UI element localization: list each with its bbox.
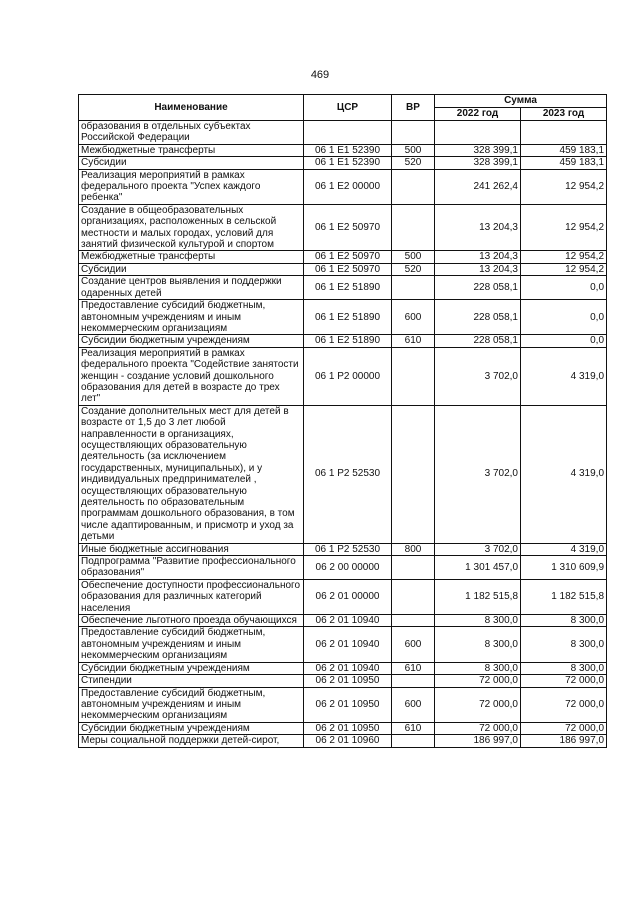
header-csr: ЦСР [304,95,392,121]
table-row [79,121,607,145]
row-name: Реализация мероприятий в рамках федерального проекта "Успех каждого ребенка" [79,169,304,204]
table-row [79,556,607,580]
row-name: Субсидии [79,263,304,275]
row-amount-2023: 459 183,1 [521,157,607,169]
budget-table [78,94,607,748]
table-row [79,543,607,555]
table-row [79,335,607,347]
row-amount-2022: 186 997,0 [435,735,521,747]
table-body [79,121,607,748]
row-name: Предоставление субсидий бюджетным, автономным учреждениям и иным некоммерческим организациям [79,627,304,662]
table-row [79,251,607,263]
row-vr: 520 [392,263,435,275]
row-vr [392,735,435,747]
row-amount-2022: 3 702,0 [435,347,521,405]
row-amount-2022: 228 058,1 [435,276,521,300]
row-csr: 06 2 01 10950 [304,675,392,687]
row-name: Предоставление субсидий бюджетным, автономным учреждениям и иным некоммерческим организациям [79,300,304,335]
row-amount-2023: 72 000,0 [521,687,607,722]
row-amount-2022: 8 300,0 [435,662,521,674]
row-vr [392,405,435,543]
row-csr: 06 1 E2 50970 [304,204,392,251]
row-name: Стипендии [79,675,304,687]
row-csr [304,121,392,145]
row-amount-2022: 8 300,0 [435,615,521,627]
row-csr: 06 1 P2 52530 [304,543,392,555]
row-amount-2022: 241 262,4 [435,169,521,204]
row-amount-2023: 72 000,0 [521,722,607,734]
page-number: 469 [310,69,330,81]
row-name: Субсидии бюджетным учреждениям [79,335,304,347]
row-amount-2023: 12 954,2 [521,251,607,263]
row-csr: 06 2 01 00000 [304,579,392,614]
table-row [79,276,607,300]
row-amount-2022: 13 204,3 [435,251,521,263]
row-name: Субсидии бюджетным учреждениям [79,722,304,734]
row-name: Обеспечение льготного проезда обучающихся [79,615,304,627]
row-amount-2023: 0,0 [521,300,607,335]
row-vr [392,276,435,300]
row-vr: 800 [392,543,435,555]
row-vr [392,204,435,251]
row-name: Межбюджетные трансферты [79,251,304,263]
row-amount-2023: 0,0 [521,276,607,300]
row-name: Реализация мероприятий в рамках федерального проекта "Содействие занятости женщин - создание условий дошкольного образования для детей в возрасте до трех лет" [79,347,304,405]
row-amount-2023: 4 319,0 [521,405,607,543]
row-name: Меры социальной поддержки детей-сирот, [79,735,304,747]
row-csr: 06 2 01 10960 [304,735,392,747]
row-amount-2023 [521,121,607,145]
row-amount-2023: 459 183,1 [521,144,607,156]
row-name: Обеспечение доступности профессионального образования для различных категорий населения [79,579,304,614]
row-vr [392,121,435,145]
row-csr: 06 1 P2 00000 [304,347,392,405]
table-row [79,405,607,543]
table-row [79,263,607,275]
row-vr [392,615,435,627]
row-name: Межбюджетные трансферты [79,144,304,156]
table-row [79,627,607,662]
row-csr: 06 1 E2 50970 [304,251,392,263]
row-csr: 06 1 E1 52390 [304,144,392,156]
row-csr: 06 1 P2 52530 [304,405,392,543]
row-csr: 06 1 E1 52390 [304,157,392,169]
row-csr: 06 1 E2 51890 [304,276,392,300]
row-name: Подпрограмма "Развитие профессионального образования" [79,556,304,580]
row-vr: 520 [392,157,435,169]
row-csr: 06 2 01 10950 [304,722,392,734]
header-year-2023: 2023 год [521,108,607,121]
row-vr: 610 [392,722,435,734]
row-name: Субсидии бюджетным учреждениям [79,662,304,674]
row-amount-2023: 4 319,0 [521,347,607,405]
row-vr: 610 [392,662,435,674]
row-amount-2023: 12 954,2 [521,204,607,251]
row-vr: 500 [392,251,435,263]
row-vr: 600 [392,627,435,662]
table-row [79,735,607,747]
table-row [79,204,607,251]
row-amount-2022: 72 000,0 [435,722,521,734]
row-name: Предоставление субсидий бюджетным, автономным учреждениям и иным некоммерческим организациям [79,687,304,722]
header-sum: Сумма [435,95,607,108]
row-amount-2023: 8 300,0 [521,627,607,662]
row-amount-2022: 228 058,1 [435,300,521,335]
row-amount-2022: 3 702,0 [435,543,521,555]
row-amount-2022: 8 300,0 [435,627,521,662]
row-csr: 06 1 E2 50970 [304,263,392,275]
row-amount-2023: 72 000,0 [521,675,607,687]
row-vr [392,556,435,580]
table-row [79,169,607,204]
row-amount-2022: 228 058,1 [435,335,521,347]
row-amount-2023: 8 300,0 [521,662,607,674]
row-vr [392,579,435,614]
row-name: Создание дополнительных мест для детей в возрасте от 1,5 до 3 лет любой направленности в организациях, осуществляющих образовательную деятельность (за исключением государственных, муниципальных), и у индивидуальных предпринимателей , осуществляющих образовательную деятельность по образовательным программам дошкольного образования, в том числе адаптированным, и присмотр и уход за детьми [79,405,304,543]
row-amount-2022: 13 204,3 [435,263,521,275]
row-vr: 600 [392,687,435,722]
header-year-2022: 2022 год [435,108,521,121]
row-vr: 600 [392,300,435,335]
table-row [79,300,607,335]
row-vr: 610 [392,335,435,347]
row-amount-2022: 13 204,3 [435,204,521,251]
row-amount-2022: 72 000,0 [435,675,521,687]
row-vr [392,169,435,204]
row-csr: 06 1 E2 51890 [304,300,392,335]
table-row [79,687,607,722]
table-row [79,157,607,169]
row-csr: 06 2 01 10940 [304,615,392,627]
row-amount-2022: 72 000,0 [435,687,521,722]
row-name: Создание центров выявления и поддержки одаренных детей [79,276,304,300]
row-name: Субсидии [79,157,304,169]
table-row [79,144,607,156]
row-amount-2023: 8 300,0 [521,615,607,627]
row-amount-2022: 328 399,1 [435,144,521,156]
table-row [79,579,607,614]
row-amount-2023: 1 182 515,8 [521,579,607,614]
table-header [79,95,607,121]
row-vr: 500 [392,144,435,156]
row-vr [392,675,435,687]
row-name: Иные бюджетные ассигнования [79,543,304,555]
table-row [79,662,607,674]
row-amount-2023: 12 954,2 [521,263,607,275]
table-row [79,675,607,687]
row-csr: 06 2 00 00000 [304,556,392,580]
row-amount-2023: 12 954,2 [521,169,607,204]
row-csr: 06 2 01 10940 [304,662,392,674]
row-amount-2022: 3 702,0 [435,405,521,543]
row-amount-2023: 4 319,0 [521,543,607,555]
row-amount-2022 [435,121,521,145]
row-csr: 06 2 01 10940 [304,627,392,662]
table-row [79,615,607,627]
row-amount-2023: 0,0 [521,335,607,347]
row-name: Создание в общеобразовательных организациях, расположенных в сельской местности и малых городах, условий для занятий физической культурой и спортом [79,204,304,251]
row-vr [392,347,435,405]
row-amount-2022: 1 182 515,8 [435,579,521,614]
table-row [79,722,607,734]
row-amount-2022: 1 301 457,0 [435,556,521,580]
header-vr: ВР [392,95,435,121]
row-name: образования в отдельных субъектах Российской Федерации [79,121,304,145]
row-csr: 06 1 E2 51890 [304,335,392,347]
table-row [79,347,607,405]
row-amount-2023: 1 310 609,9 [521,556,607,580]
row-csr: 06 2 01 10950 [304,687,392,722]
row-csr: 06 1 E2 00000 [304,169,392,204]
header-name: Наименование [79,95,304,121]
row-amount-2022: 328 399,1 [435,157,521,169]
row-amount-2023: 186 997,0 [521,735,607,747]
